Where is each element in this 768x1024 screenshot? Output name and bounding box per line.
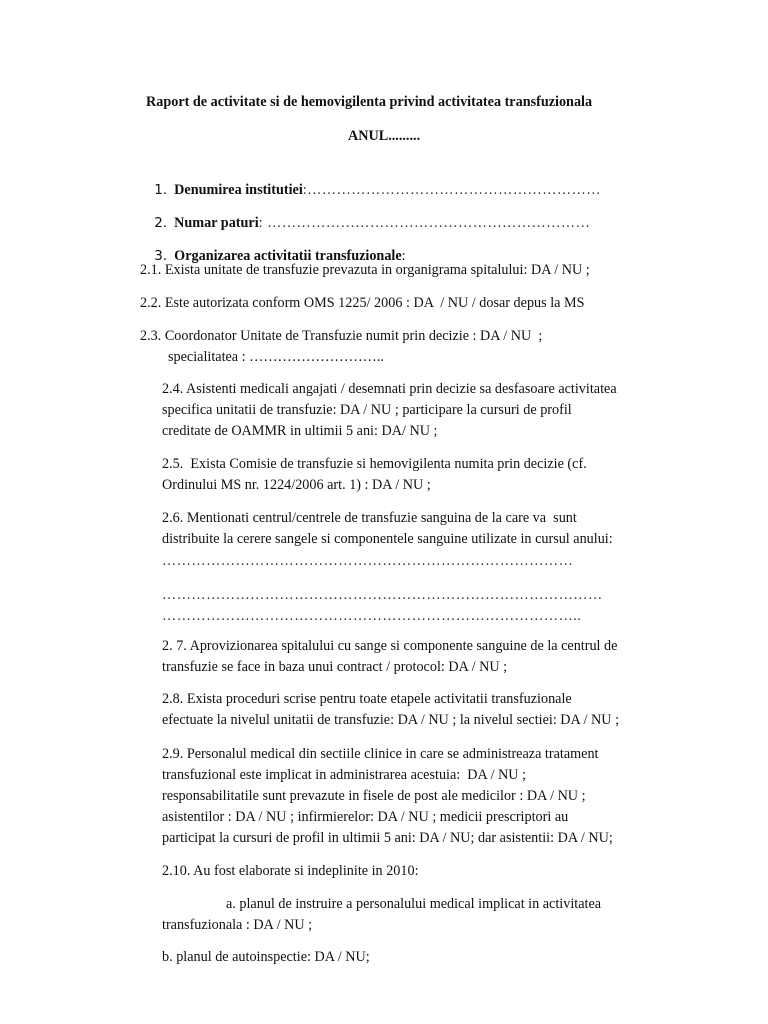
item-number: 3.: [154, 248, 168, 264]
item-number: 1.: [154, 182, 168, 198]
text-line: 2.6. Mentionati centrul/centrele de transfuzie sanguina de la care va sunt: [162, 510, 577, 526]
text-line: responsabilitatile sunt prevazute in fisele de post ale medicilor : DA / NU ;: [162, 788, 586, 804]
fill-in-line: ………………………………………………………………………………: [162, 587, 603, 603]
text-line: 2. 7. Aprovizionarea spitalului cu sange si componente sanguine de la centrul de: [162, 638, 618, 654]
text-line: 2.4. Asistenti medicali angajati / desemnati prin decizie sa desfasoare activitatea: [162, 381, 617, 397]
text-line: creditate de OAMMR in ultimii 5 ani: DA/ NU ;: [162, 423, 438, 439]
text-line: specifica unitatii de transfuzie: DA / NU ; participare la cursuri de profil: [162, 402, 572, 418]
fill-in-line: :……………………………………………………: [302, 182, 601, 198]
fill-in-line: …………………………………………………………………………..: [162, 608, 582, 624]
text-line: efectuate la nivelul unitatii de transfuzie: DA / NU ; la nivelul sectiei: DA / NU ;: [162, 712, 620, 728]
item-colon: :: [401, 248, 406, 264]
text-line: 2.10. Au fost elaborate si indeplinite in 2010:: [162, 863, 419, 879]
text-line: b. planul de autoinspectie: DA / NU;: [162, 949, 370, 965]
item-label: Denumirea institutiei: [174, 182, 303, 198]
text-line: Ordinului MS nr. 1224/2006 art. 1) : DA / NU ;: [162, 477, 431, 493]
text-line: 2.2. Este autorizata conform OMS 1225/ 2006 : DA / NU / dosar depus la MS: [140, 295, 585, 311]
report-title: Raport de activitate si de hemovigilenta privind activitatea transfuzionala: [146, 94, 593, 110]
text-line: asistentilor : DA / NU ; infirmierelor: DA / NU ; medicii prescriptori au: [162, 809, 569, 825]
text-line: specialitatea : ………………………..: [168, 349, 384, 365]
text-line: a. planul de instruire a personalului medical implicat in activitatea: [226, 896, 602, 912]
text-line: distribuite la cerere sangele si componentele sanguine utilizate in cursul anului:: [162, 531, 613, 547]
fill-in-line: …………………………………………………………………………: [162, 553, 574, 569]
item-label: Organizarea activitatii transfuzionale: [174, 248, 402, 264]
text-line: 2.1. Exista unitate de transfuzie prevazuta in organigrama spitalului: DA / NU ;: [140, 262, 590, 278]
text-line: transfuzionala : DA / NU ;: [162, 917, 313, 933]
text-line: 2.9. Personalul medical din sectiile clinice in care se administreaza tratament: [162, 746, 599, 762]
fill-in-line: : …………………………………………………………: [258, 215, 591, 231]
text-line: 2.5. Exista Comisie de transfuzie si hemovigilenta numita prin decizie (cf.: [162, 456, 587, 472]
item-label: Numar paturi: [174, 215, 259, 231]
report-year: ANUL.........: [348, 128, 421, 144]
text-line: 2.3. Coordonator Unitate de Transfuzie numit prin decizie : DA / NU ;: [140, 328, 543, 344]
text-line: transfuzie se face in baza unui contract / protocol: DA / NU ;: [162, 659, 508, 675]
text-line: participat la cursuri de profil in ultimii 5 ani: DA / NU; dar asistentii: DA / NU;: [162, 830, 613, 846]
item-number: 2.: [154, 215, 168, 231]
text-line: 2.8. Exista proceduri scrise pentru toate etapele activitatii transfuzionale: [162, 691, 572, 707]
text-line: transfuzional este implicat in administrarea acestuia: DA / NU ;: [162, 767, 527, 783]
